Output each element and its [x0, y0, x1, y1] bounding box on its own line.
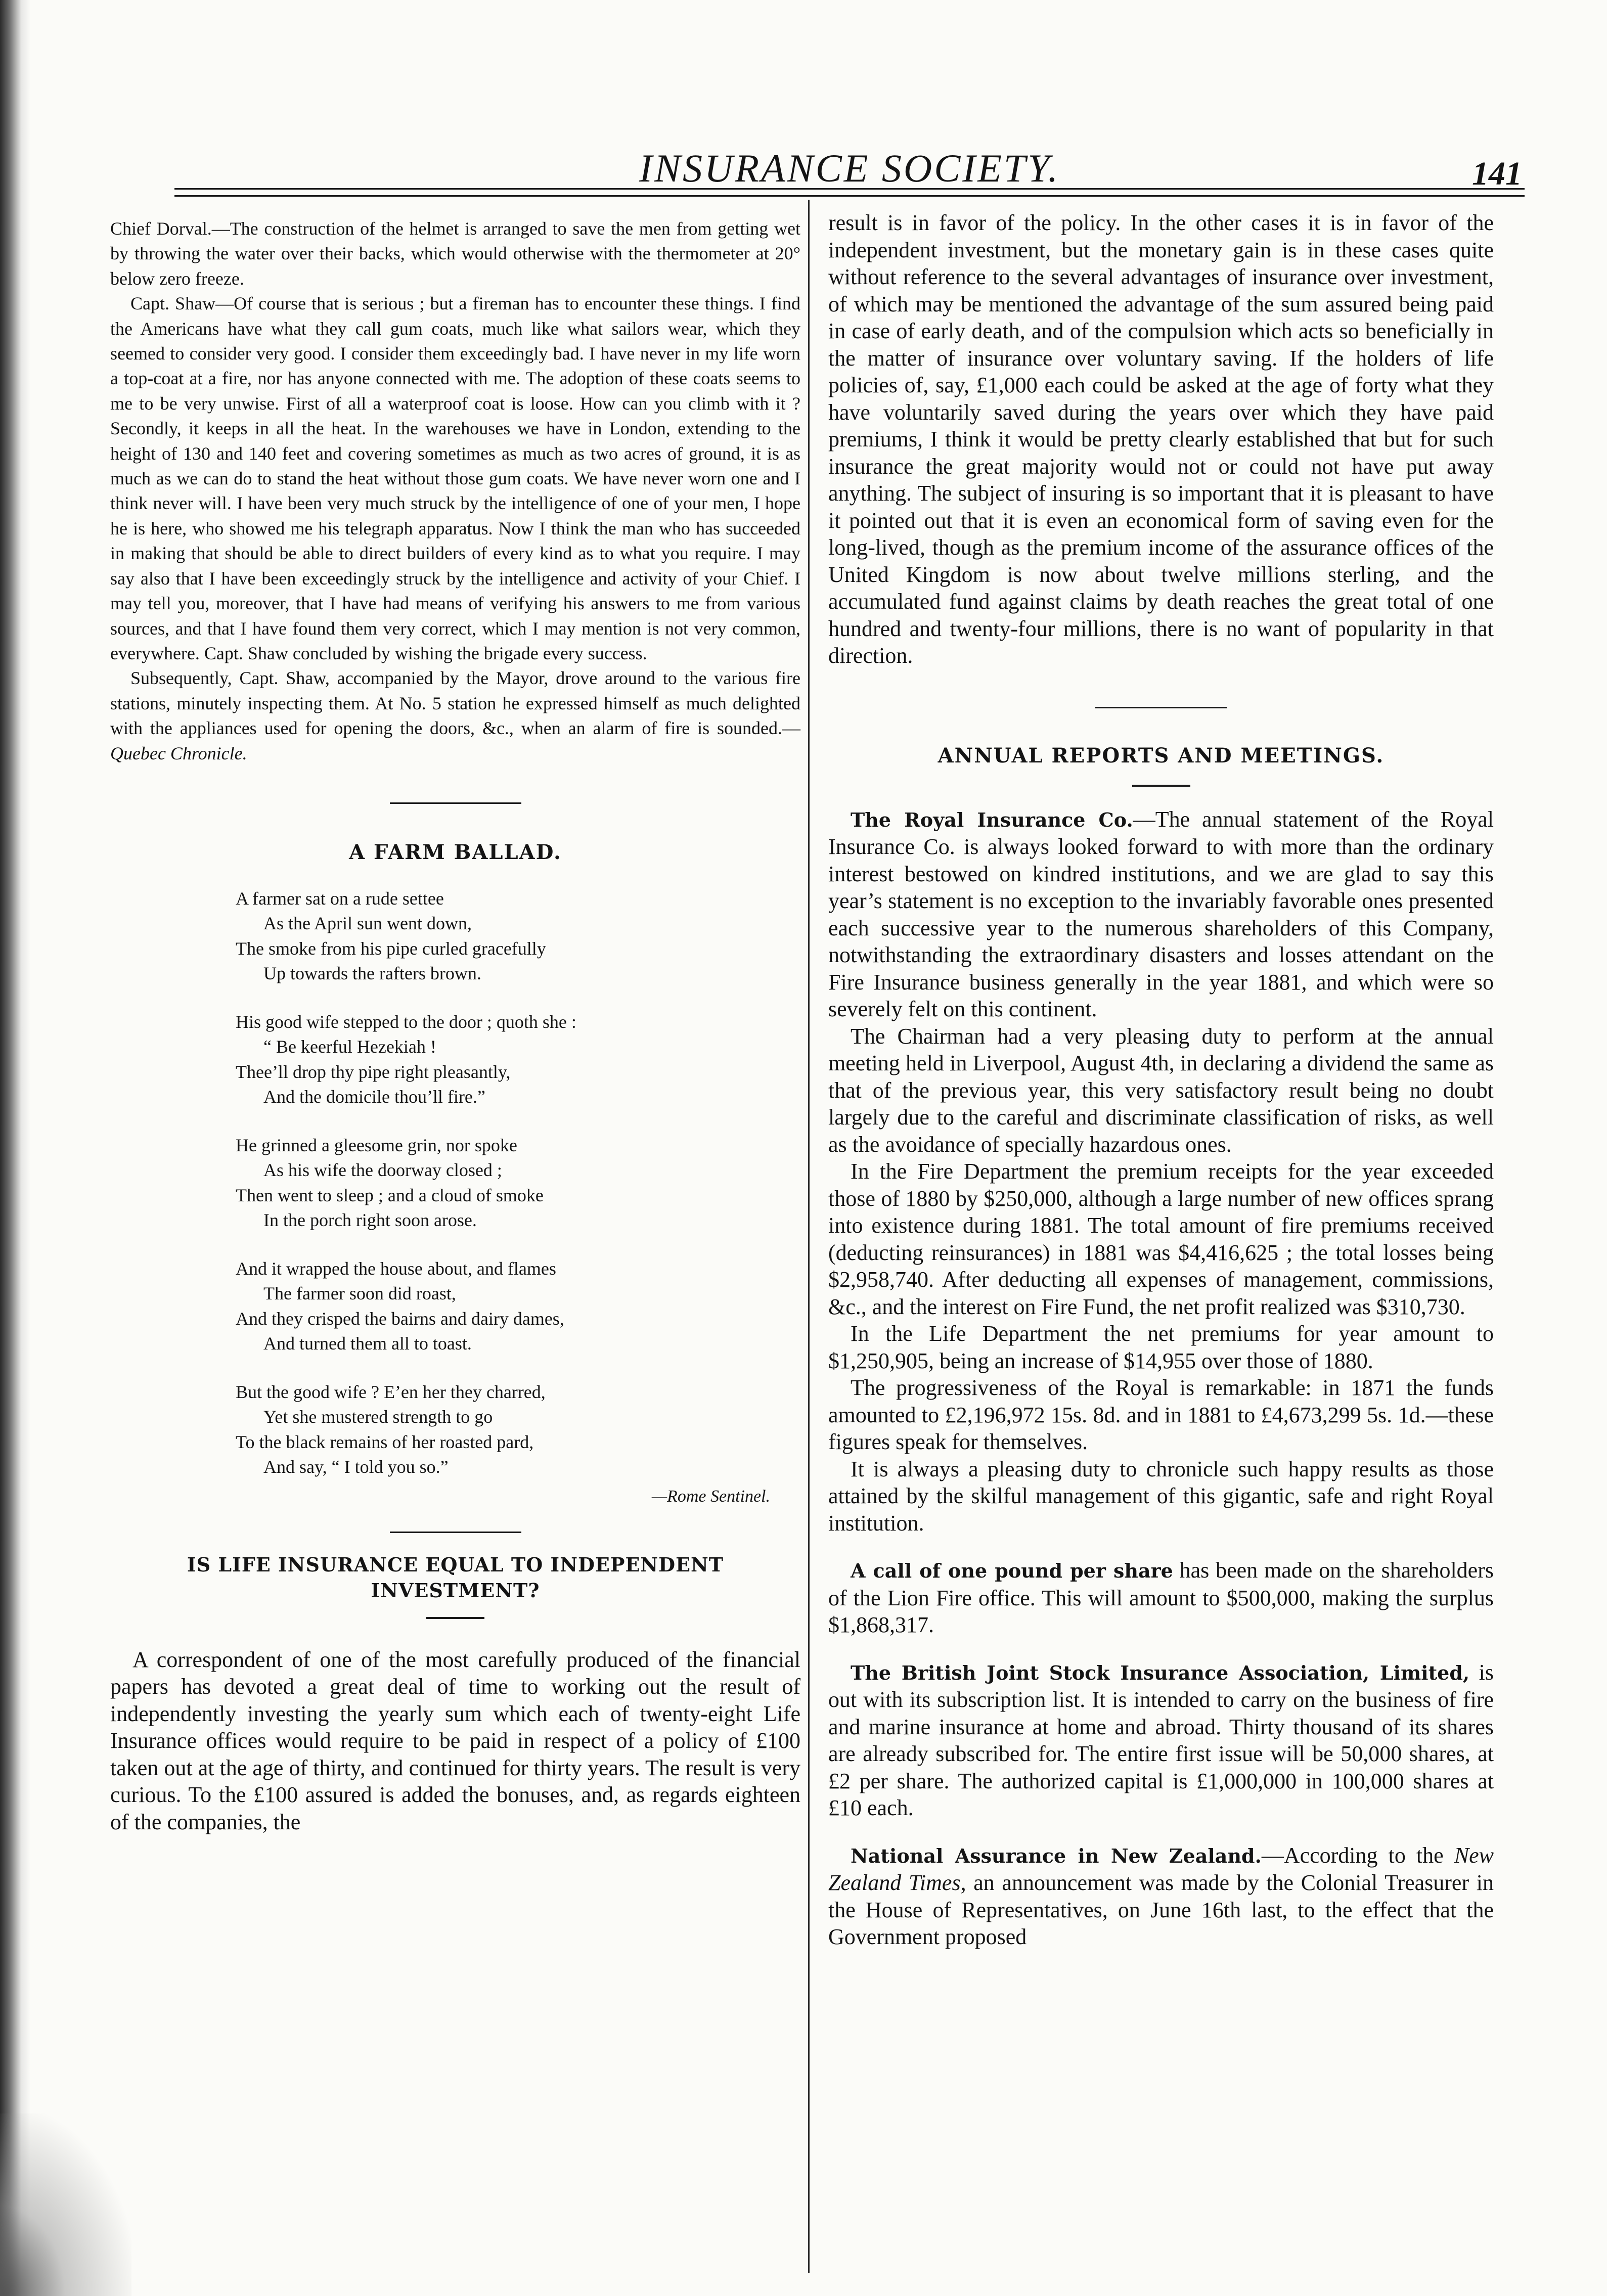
poem-line: His good wife stepped to the door ; quoth she :: [236, 1011, 576, 1032]
poem-line: And say, “ I told you so.”: [263, 1457, 449, 1477]
item-lead: A call of one pound per share: [851, 1559, 1173, 1582]
running-title: INSURANCE SOCIETY.: [639, 146, 1060, 190]
poem-line: To the black remains of her roasted pard,: [236, 1431, 534, 1452]
paragraph: A correspondent of one of the most carefully produced of the financial papers has devoted a great deal of time to working out the result of independently investing the yearly sum which each of twenty-eight Life Insurance offices would require to be paid in respect of a policy of £100 taken out at the age of thirty, and continued for thirty years. The result is very curious. To the £100 assured is added the bonuses, and, as regards eighteen of the companies, the: [110, 1647, 800, 1834]
paragraph: [828, 1659, 1494, 1822]
poem-line: But the good wife ? E’en her they charred,: [236, 1381, 546, 1402]
paragraph: In the Life Department the net premiums for year amount to $1,250,905, being an increase of $14,955 over those of 1880.: [828, 1321, 1494, 1373]
poem-line: And it wrapped the house about, and flames: [236, 1258, 556, 1279]
poem-line: And turned them all to toast.: [263, 1333, 472, 1354]
paragraph-text: , an announcement was made by the Colonial Treasurer in the House of Representatives, on June 16th last, to the effect that the Government proposed: [828, 1870, 1494, 1949]
paragraph: It is always a pleasing duty to chronicle such happy results as those attained by the skilful management of this gigantic, safe and right Royal institution.: [828, 1456, 1494, 1536]
poem-line: He grinned a gleesome grin, nor spoke: [236, 1135, 517, 1155]
article-title: IS LIFE INSURANCE EQUAL TO INDEPENDENT: [187, 1553, 724, 1576]
poem-line: The farmer soon did roast,: [263, 1283, 456, 1304]
paragraph-text: Subsequently, Capt. Shaw, accompanied by the Mayor, drove around to the various fire stations, minutely inspecting them. At No. 5 station he expressed himself as much delighted with the appliances used for opening the doors, &c., when an alarm of fire is sounded.—: [110, 668, 800, 739]
scan-corner-shadow: [0, 2113, 131, 2296]
poem-line: Thee’ll drop thy pipe right pleasantly,: [236, 1061, 511, 1082]
paragraph-text: —The annual statement of the Royal Insurance Co. is always looked forward to with more than the ordinary interest bestowed on kindred institutions, and we are glad to say this year’s statement is no exception to the invariably favorable ones presented each successive year to the numerous shareholders of this Company, notwithstanding the extraordinary disasters and losses attendant on the Fire Insurance business generally in the year 1881, and which were so severely felt on this continent.: [828, 806, 1494, 1021]
paragraph-text: is out with its subscription list. It is intended to carry on the business of fire and marine insurance at home and abroad. Thirty thousand of its shares are already subscribed for. The entire first issue will be 50,000 shares, at £2 per share. The authorized capital is £1,000,000 in 100,000 shares at £10 each.: [828, 1659, 1494, 1820]
paragraph: [828, 806, 1494, 1023]
company-name: The Royal Insurance Co.: [851, 808, 1133, 831]
page-header: [172, 146, 1527, 192]
annual-reports-title: ANNUAL REPORTS AND MEETINGS.: [938, 743, 1385, 768]
newspaper-name: New Zealand Times: [828, 1842, 1494, 1895]
ballad-source: —Rome Sentinel.: [651, 1487, 770, 1506]
poem-line: “ Be keerful Hezekiah !: [263, 1037, 436, 1057]
poem-line: As his wife the doorway closed ;: [263, 1160, 502, 1181]
paragraph: Chief Dorval.—The construction of the helmet is arranged to save the men from getting wet by throwing the water over their backs, which would otherwise with the thermometer at 20° below zero freeze.: [110, 218, 800, 289]
poem-line: A farmer sat on a rude settee: [236, 888, 444, 909]
company-name: The British Joint Stock Insurance Association, Limited,: [851, 1661, 1470, 1684]
poem-line: And they crisped the bairns and dairy dames,: [236, 1308, 564, 1329]
paragraph: [828, 1557, 1494, 1639]
paragraph: [110, 666, 800, 766]
poem-line: Yet she mustered strength to go: [263, 1407, 493, 1427]
right-column: [828, 210, 1494, 1951]
poem-line: As the April sun went down,: [263, 913, 472, 934]
paragraph: The Chairman had a very pleasing duty to perform at the annual meeting held in Liverpool, August 4th, in declaring a dividend the same as that of the previous year, this very satisfactory result being no doubt largely due to the careful and discriminate classification of risks, as well as the avoidance of specially hazardous ones.: [828, 1023, 1494, 1157]
poem-line: In the porch right soon arose.: [263, 1210, 477, 1231]
ballad-title: A FARM BALLAD.: [349, 840, 562, 864]
column-divider: [808, 200, 810, 2273]
ballad-poem: [110, 886, 800, 1480]
paragraph-text: —According to the: [1261, 1842, 1454, 1868]
paragraph: In the Fire Department the premium receipts for the year exceeded those of 1880 by $250,000, although a large number of new offices sprang into existence during 1881. The total amount of fire premiums received (deducting reinsurances) in 1881 was $4,416,625 ; the total losses being $2,958,740. After deducting all expenses of management, commissions, &c., and the interest on Fire Fund, the net profit realized was $310,730.: [828, 1159, 1494, 1319]
poem-line: The smoke from his pipe curled gracefully: [236, 938, 546, 959]
paragraph: [828, 1842, 1494, 1951]
paragraph: The progressiveness of the Royal is remarkable: in 1871 the funds amounted to £2,196,972 15s. 8d. and in 1881 to £4,673,299 5s. 1d.—these figures speak for themselves.: [828, 1375, 1494, 1454]
scan-edge-shadow: [0, 0, 30, 2296]
poem-line: Up towards the rafters brown.: [263, 963, 481, 984]
header-double-rule: [174, 188, 1525, 197]
paragraph-text: has been made on the shareholders of the Lion Fire office. This will amount to $500,000, making the surplus $1,868,317.: [828, 1558, 1494, 1637]
poem-line: And the domicile thou’ll fire.”: [263, 1087, 485, 1107]
left-column: [110, 216, 800, 1835]
source-citation: Quebec Chronicle.: [110, 743, 247, 763]
article-title-line-2: INVESTMENT?: [371, 1579, 540, 1602]
page-number: 141: [1472, 155, 1522, 192]
paragraph: Capt. Shaw—Of course that is serious ; but a fireman has to encounter these things. I find the Americans have what they call gum coats, much like what sailors wear, which they seemed to consider very good. I consider them exceedingly bad. I have never in my life worn a top-coat at a fire, nor has anyone connected with me. The adoption of these coats seems to me to be very unwise. First of all a waterproof coat is loose. How can you climb with it ? Secondly, it keeps in all the heat. In the warehouses we have in London, extending to the height of 130 and 140 feet and covering sometimes as much as two acres of ground, it is as much as we can do to stand the heat without those gum coats. We have never worn one and I think never will. I have been very much struck by the intelligence of one of your men, I hope he is here, who showed me his telegraph apparatus. Now I think the man who has succeeded in making that should be able to direct builders of every kind as to what you require. I may say also that I have been exceedingly struck by the intelligence and activity of your Chief. I may tell you, moreover, that I have had means of verifying his answers to me from various sources, and that I have found them very correct, which I may mention is not very common, everywhere. Capt. Shaw concluded by wishing the brigade every success.: [110, 293, 800, 663]
poem-line: Then went to sleep ; and a cloud of smoke: [236, 1185, 544, 1205]
item-lead: National Assurance in New Zealand.: [851, 1844, 1262, 1867]
paragraph: result is in favor of the policy. In the other cases it is in favor of the independent investment, but the monetary gain is in these cases quite without reference to the several advantages of insurance over investment, of which may be mentioned the advantage of the sum assured being paid in case of early death, and of the compulsion which acts so beneficially in the matter of insurance over voluntary saving. If the holders of life policies of, say, £1,000 each could be asked at the age of forty what they have voluntarily saved during the years over which they have paid premiums, I think it would be pretty clearly established that but for such insurance the great majority would not or could not have put away anything. The subject of insuring is so important that it is pleasant to have it pointed out that it is even an economical form of saving even for the long-lived, though as the premium income of the assurance offices of the United Kingdom is now about twelve millions sterling, and the accumulated fund against claims by death reaches the great total of one hundred and twenty-four millions, there is no want of popularity in that direction.: [828, 210, 1494, 668]
